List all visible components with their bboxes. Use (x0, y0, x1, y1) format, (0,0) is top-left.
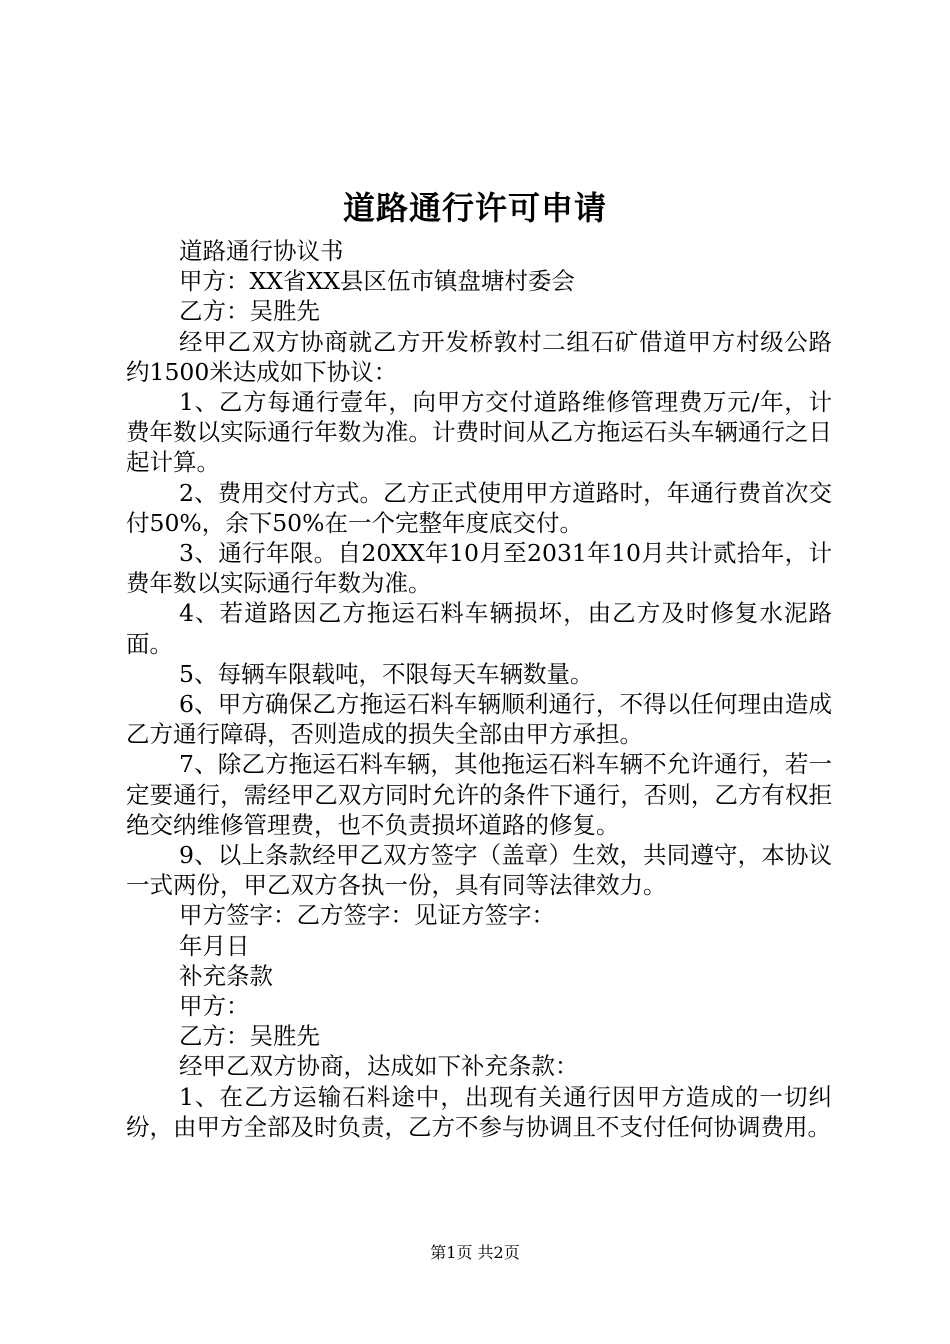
document-title: 道路通行许可申请 (342, 189, 607, 227)
paragraph-party-b: 乙方：吴胜先 (179, 297, 320, 326)
paragraph-signatures: 甲方签字：乙方签字：见证方签字： (179, 901, 555, 930)
paragraph-supplement-heading: 补充条款 (179, 961, 273, 990)
paragraph-supplement-preamble: 经甲乙双方协商，达成如下补充条款： (179, 1052, 579, 1081)
paragraph-clause-4: 4、若道路因乙方拖运石料车辆损坏，由乙方及时修复水泥路面。 (126, 599, 832, 658)
paragraph-clause-1: 1、乙方每通行壹年，向甲方交付道路维修管理费万元/年，计费年数以实际通行年数为准。计费时间从乙方拖运石头车辆通行之日起计算。 (126, 388, 832, 477)
document-body (126, 236, 832, 1142)
paragraph-supplement-party-a: 甲方： (179, 992, 250, 1021)
paragraph-clause-3: 3、通行年限。自20XX年10月至2031年10月共计贰拾年，计费年数以实际通行年数为准。 (126, 539, 832, 598)
paragraph-clause-6: 6、甲方确保乙方拖运石料车辆顺利通行，不得以任何理由造成乙方通行障碍，否则造成的损失全部由甲方承担。 (126, 690, 832, 749)
paragraph-clause-2: 2、费用交付方式。乙方正式使用甲方道路时，年通行费首次交付50%，余下50%在一个完整年度底交付。 (126, 478, 832, 537)
page-number-footer: 第1页 共2页 (430, 1243, 520, 1262)
paragraph-clause-9: 9、以上条款经甲乙双方签字（盖章）生效，共同遵守，本协议一式两份，甲乙双方各执一份，具有同等法律效力。 (126, 841, 832, 900)
paragraph-supplement-clause-1: 1、在乙方运输石料途中，出现有关通行因甲方造成的一切纠纷，由甲方全部及时负责，乙方不参与协调且不支付任何协调费用。 (126, 1082, 832, 1141)
paragraph-date: 年月日 (179, 931, 250, 960)
paragraph-agreement-heading: 道路通行协议书 (179, 237, 344, 265)
paragraph-supplement-party-b: 乙方：吴胜先 (179, 1022, 320, 1051)
paragraph-clause-7: 7、除乙方拖运石料车辆，其他拖运石料车辆不允许通行，若一定要通行，需经甲乙双方同时允许的条件下通行，否则，乙方有权拒绝交纳维修管理费，也不负责损坏道路的修复。 (126, 750, 832, 839)
paragraph-clause-5: 5、每辆车限载吨，不限每天车辆数量。 (179, 659, 594, 688)
paragraph-party-a: 甲方：XX省XX县区伍市镇盘塘村委会 (179, 267, 575, 296)
paragraph-preamble: 经甲乙双方协商就乙方开发桥敦村二组石矿借道甲方村级公路约1500米达成如下协议： (126, 327, 832, 386)
